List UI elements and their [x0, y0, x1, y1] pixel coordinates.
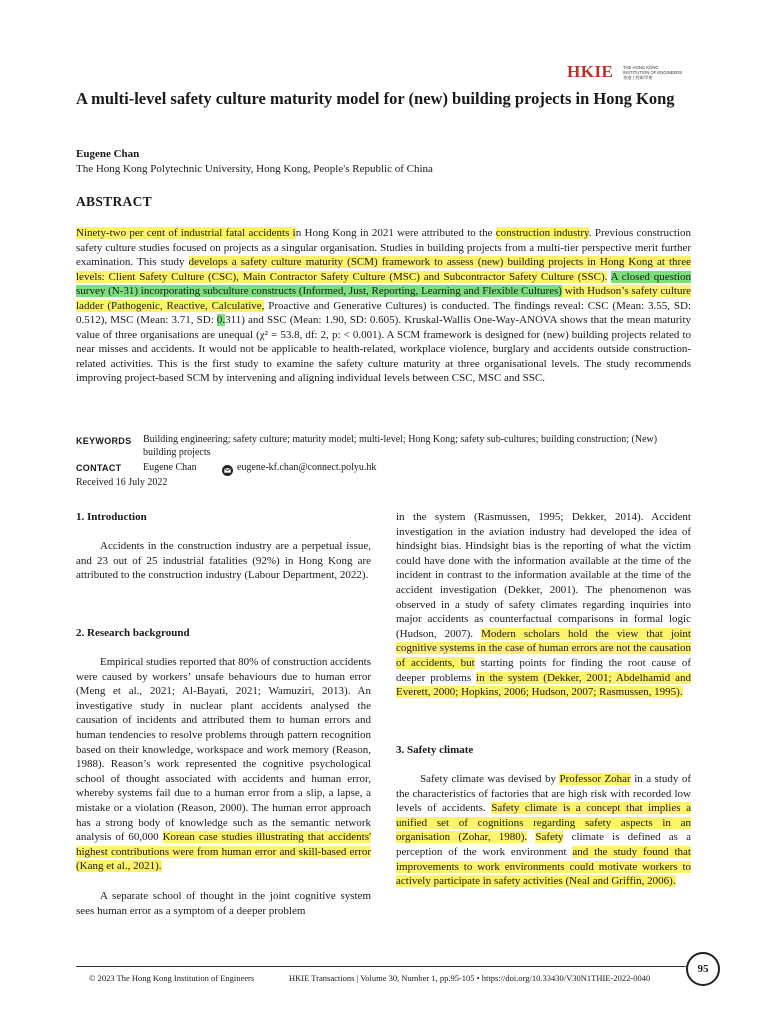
climate-segment: climate is defined as a perception of the work environment: [396, 831, 691, 858]
section-heading: 3. Safety climate: [396, 744, 474, 756]
intro-heading: [76, 510, 371, 525]
research-segment: Empirical studies reported that 80% of construction accidents were caused by workers’ unsafe behaviours due to human error (Meng et al., 2021; Al-Bayati, 2021; Wamuziri, 2013). An investigative study in nuclear plant accidents analysed the causation of incidents and attributed them to human errors and human tendencies to resolve problems through pattern recognition based on their knowledge, workspace and work memory (Reason, 1988). Reason’s work represented the cognitive psychological school of thought associated with accidents and human error, whereby systems fail due to a human error from a slip, a lapse, a mistake or a violation (Reason, 2000). The human error approach has a strong body of knowledge such as the semantic network analysis of 60,000: [76, 656, 371, 844]
footer-divider: [76, 966, 686, 967]
abstract-segment: n Hong Kong in 2021 were attributed to the: [295, 227, 496, 239]
logo-line-2: INSTITUTION OF ENGINEERS: [623, 70, 683, 75]
abstract-segment: . Previous construction safety culture studies focused on projects as a singular organisation. Studies in building projects from a multi-tier perspective merit further examination. This study: [76, 227, 691, 268]
paper-title: A multi-level safety culture maturity model for (new) building projects in Hong Kong: [76, 89, 675, 108]
climate-segment: in a study of the characteristics of factories that are high risk with recorded low levels of accidents.: [396, 773, 691, 815]
research-paragraph-2: A separate school of thought in the joint cognitive system sees human error as a symptom of a deeper problem: [76, 890, 371, 917]
footer-copyright: © 2023 The Hong Kong Institution of Engineers: [89, 973, 255, 983]
climate-segment: Safety climate is a concept that implies a unified set of cognitions regarding safety aspects in an organisation (Zohar, 1980).: [396, 802, 691, 844]
contact-name: Eugene Chan: [143, 462, 197, 473]
climate-segment: Professor Zohar: [559, 773, 631, 785]
right-column-segment: in the system (Dekker, 2001; Abdelhamid and Everett, 2000; Hopkins, 2006; Hudson, 2007; Rasmussen, 1995).: [396, 671, 692, 699]
logo-line-1: THE HONG KONG: [623, 65, 659, 70]
abstract-segment: A closed question survey (N-31) incorporating subculture constructs (Informed, Just, Reporting, Learning and Flexible Cultures): [76, 270, 692, 297]
abstract-segment: 311) and SSC (Mean: 1.90, SD: 0.605). Kruskal-Wallis One-Way-ANOVA shows that the mean maturity value of three organisations are unequal (χ² = 53.8, df: 2, p: < 0.001). A SCM framework is designed for (new) building projects related to near misses and accidents. It would not be applicable to health-related, workplace violence, burglary and accidents outside construction-related activities. This is the first study to examine the safety culture maturity at three organisational levels. The study recommends improving project-based SCM by intervening and aligning individual levels between CSC, MSC and SSC.: [76, 314, 691, 384]
section-heading: 2. Research background: [76, 627, 190, 639]
abstract-body: [76, 226, 691, 386]
abstract-heading: ABSTRACT: [76, 194, 152, 209]
abstract-segment: with Hudson’s safety culture ladder (Pathogenic, Reactive, Calculative,: [76, 285, 691, 312]
contact-email-link[interactable]: eugene-kf.chan@connect.polyu.hk: [237, 462, 377, 473]
footer-journal-info: HKIE Transactions | Volume 30, Number 1, pp.95-105 • https://doi.org/10.33430/V30N1THIE-2022-0040: [289, 973, 651, 983]
logo-line-3: 香港工程師學會: [623, 75, 653, 80]
right-column-segment: Modern scholars hold the view that joint cognitive systems in the case of human errors are not the causation of accidents, but: [396, 627, 691, 669]
author-name: Eugene Chan: [76, 148, 140, 160]
climate-heading: [396, 743, 691, 758]
climate-segment: Safety climate was devised by: [420, 773, 560, 785]
abstract-segment: construction industry: [495, 227, 589, 239]
research-segment: Korean case studies illustrating that accidents' highest contributions were from human error and skill-based error (Kang et al., 2021).: [76, 831, 371, 873]
contact-label: CONTACT: [76, 463, 122, 473]
climate-paragraph: [396, 772, 691, 889]
climate-segment: Safety: [535, 831, 564, 844]
research-paragraph-1: [76, 655, 371, 874]
received-date: Received 16 July 2022: [76, 477, 168, 488]
intro-paragraph: Accidents in the construction industry are a perpetual issue, and 23 out of 25 industrial fatalities (92%) in Hong Kong are attributed to the construction industry (Labour Department, 2022).: [76, 540, 371, 582]
keywords-text: Building engineering; safety culture; maturity model; multi-level; Hong Kong; safety sub-cultures; building construction; (New) building projects: [143, 434, 658, 458]
logo-mark: HKIE: [567, 62, 614, 81]
abstract-segment: Ninety-two per cent of industrial fatal accidents i: [76, 227, 296, 239]
right-column-segment: starting points for finding the root cause of deeper problems: [396, 656, 691, 684]
right-column-segment: in the system (Rasmussen, 1995; Dekker, 2014). Accident investigation in the aviation industry had developed the idea of hindsight bias. Hindsight bias is the reporting of what the victim could have done with the information available at the time of the incident in contrast to the information available at the time of the accident investigation (Dekker, 2001). The phenomenon was observed in a study of safety climates regarding inquiries into major accidents as counterfactual comparisons in formal logic (Hudson, 2007).: [396, 511, 691, 640]
email-icon: [222, 463, 233, 474]
abstract-segment: Proactive and Generative Cultures) is conducted. The findings reveal: CSC (Mean: 3.55, SD: 0.512), MSC (Mean: 3.71, SD:: [76, 299, 691, 326]
logo-caption: [623, 65, 682, 80]
page-number: 95: [686, 952, 720, 986]
author-affiliation: The Hong Kong Polytechnic University, Hong Kong, People's Republic of China: [76, 163, 433, 175]
abstract-segment: develops a safety culture maturity (SCM) framework to assess (new) building projects in Hong Kong at three levels: Client Safety Culture (CSC), Main Contractor Safety Culture (MSC) and Subcontractor Safety Culture (SSC).: [76, 256, 691, 283]
climate-segment: and the study found that improvements to work environments could motivate workers to actively participate in safety activities (Neal and Griffin, 2006).: [396, 845, 691, 888]
hkie-logo: [567, 62, 692, 86]
section-heading: 1. Introduction: [76, 511, 147, 523]
abstract-segment: 0.: [216, 314, 226, 326]
research-heading: [76, 626, 371, 641]
right-paragraph-1: [396, 510, 691, 700]
keywords-label: KEYWORDS: [76, 436, 132, 446]
